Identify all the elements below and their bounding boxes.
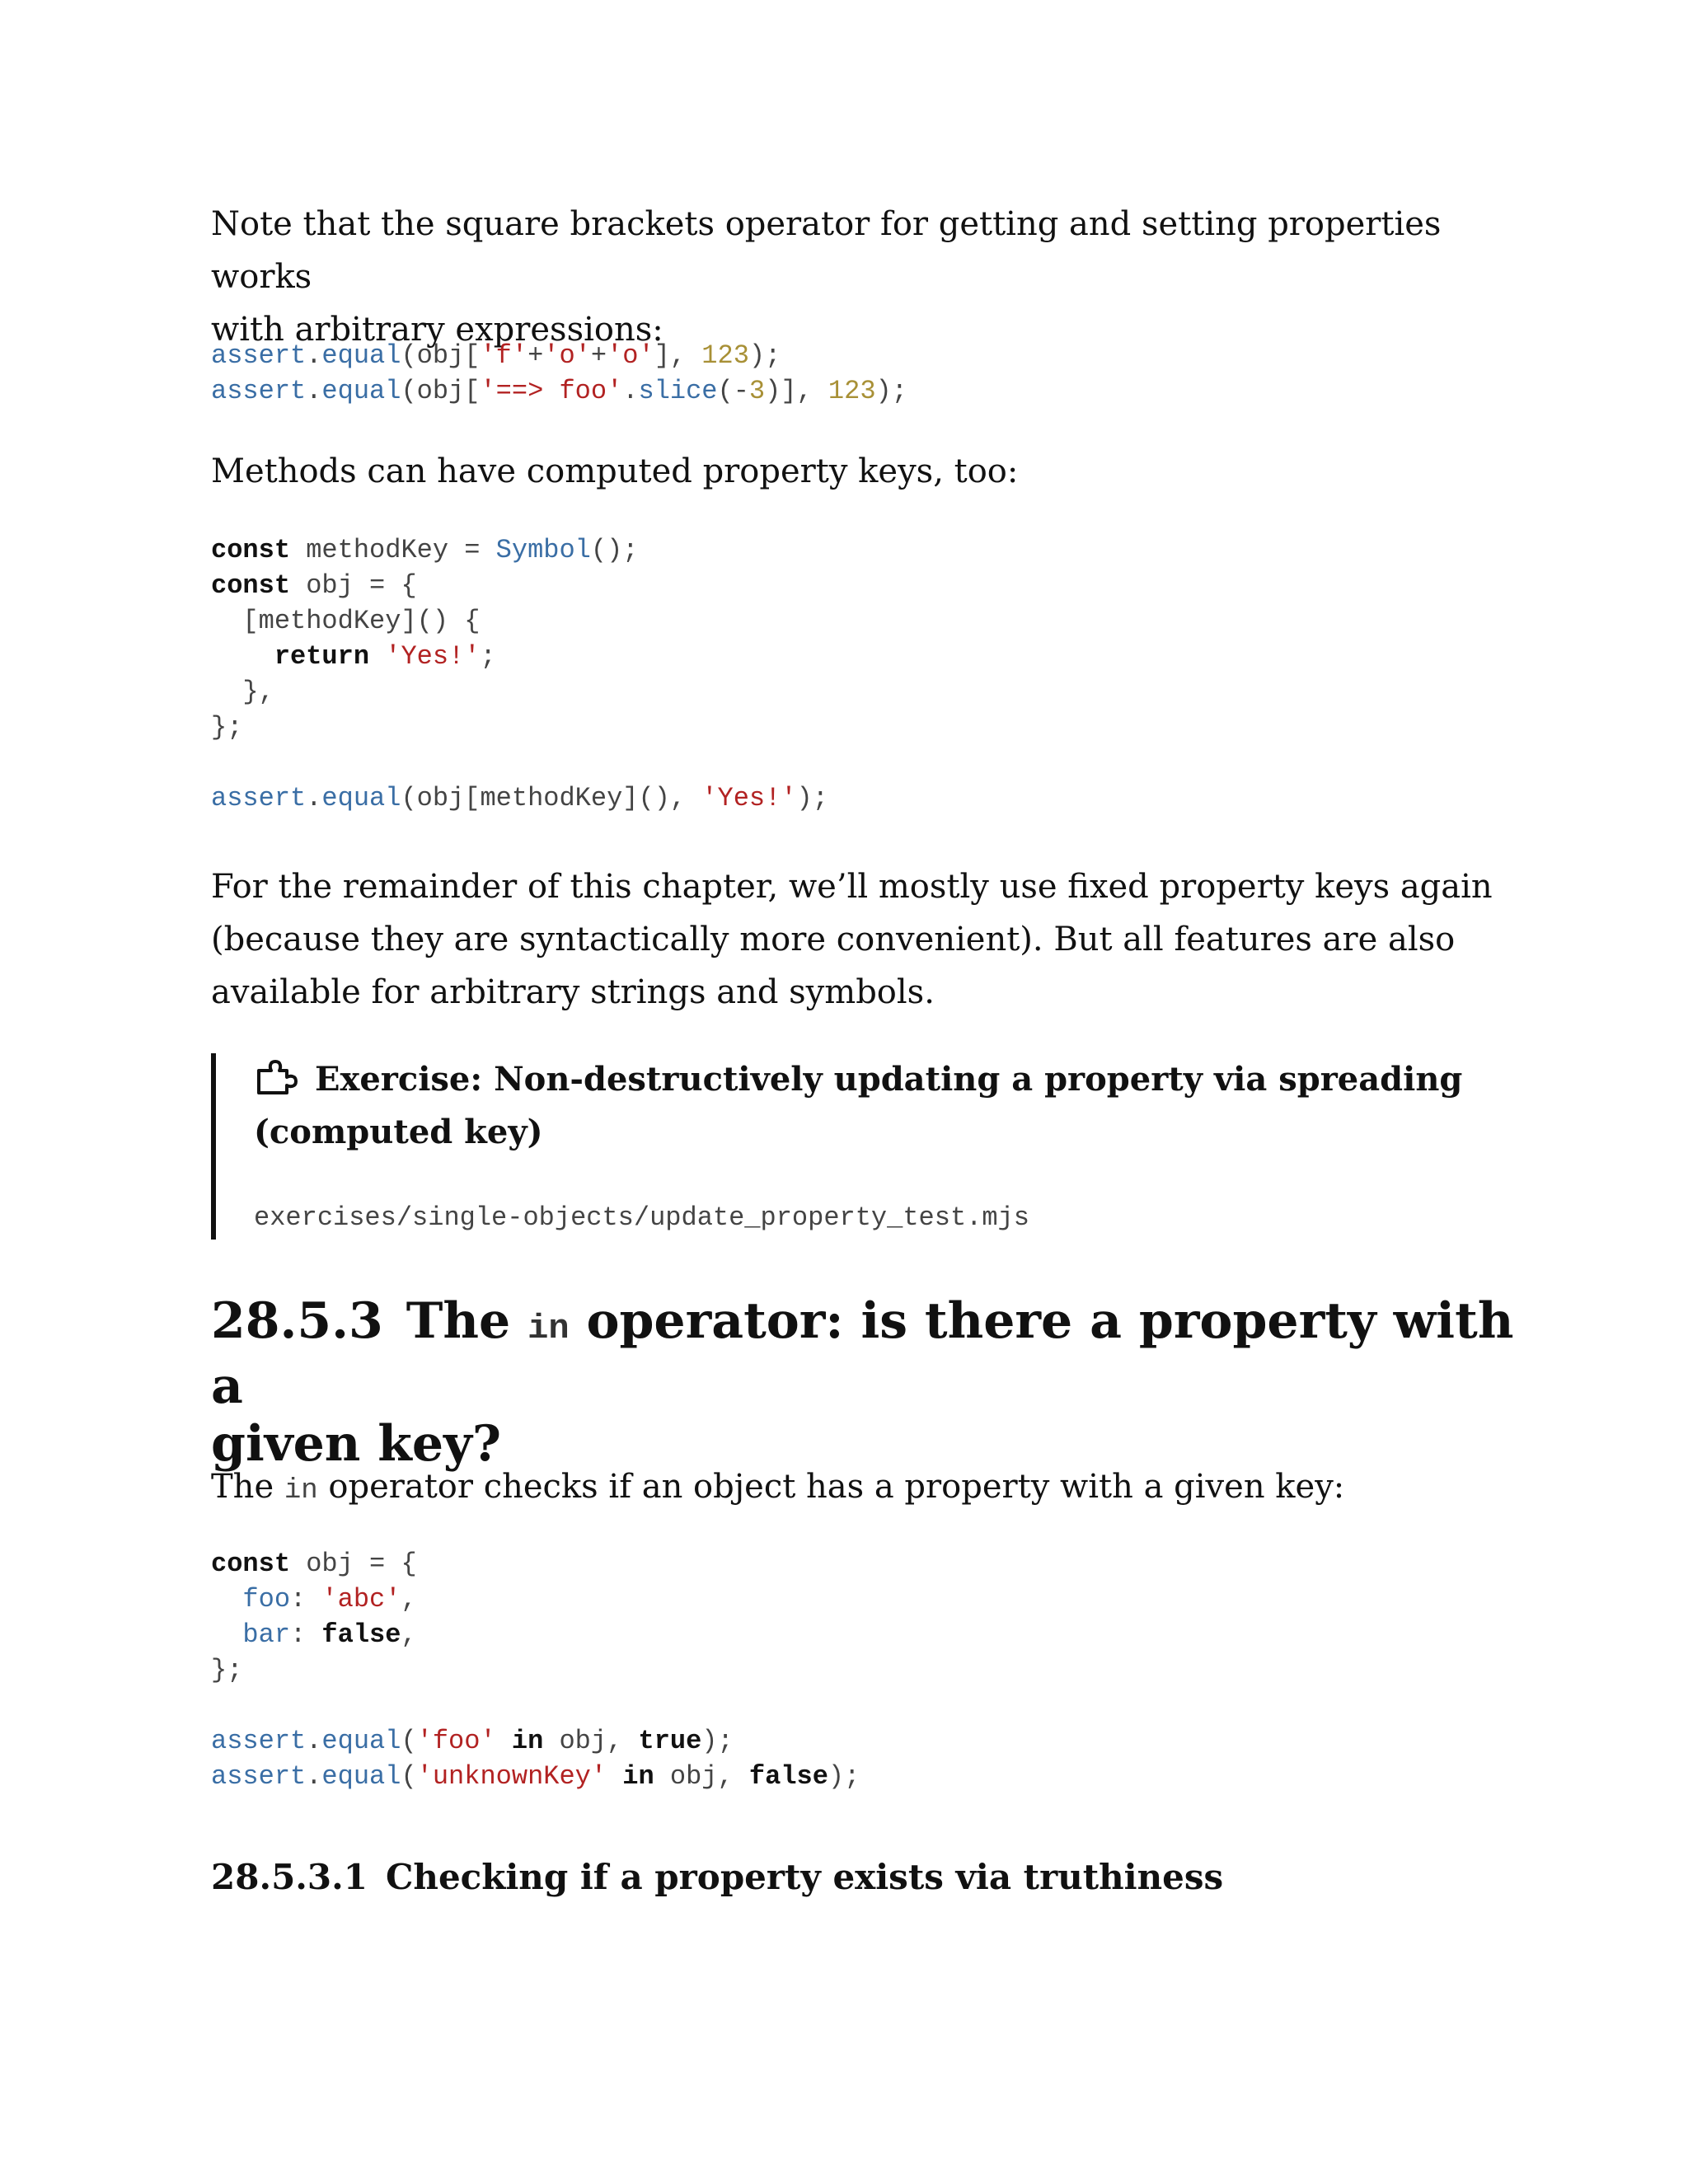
paragraph-line: Methods can have computed property keys, too: bbox=[211, 452, 1019, 490]
paragraph-line: (because they are syntactically more convenient). But all features are also bbox=[211, 921, 1456, 958]
exercise-title bbox=[254, 1053, 1490, 1159]
code-line: }; bbox=[211, 712, 243, 743]
code-block-in-operator bbox=[211, 1546, 1497, 1794]
paragraph-in-operator bbox=[211, 1460, 1497, 1517]
paragraph-line: For the remainder of this chapter, we’ll mostly use fixed property keys again bbox=[211, 868, 1493, 906]
code-line: const obj = { bbox=[211, 1549, 417, 1579]
code-line: assert.equal(obj[methodKey](), 'Yes!'); bbox=[211, 783, 828, 813]
code-line bbox=[211, 745, 1497, 780]
paragraph-line bbox=[211, 1460, 1497, 1517]
subsection-number: 28.5.3.1 bbox=[211, 1857, 368, 1897]
paragraph-text: The bbox=[211, 1468, 274, 1506]
exercise-callout bbox=[211, 1053, 1502, 1240]
exercise-title-line: (computed key) bbox=[254, 1113, 543, 1151]
exercise-file-path[interactable]: exercises/single-objects/update_property_test.mjs bbox=[254, 1202, 1029, 1233]
code-block-computed-method bbox=[211, 532, 1497, 816]
code-line: }; bbox=[211, 1655, 243, 1685]
subsection-title bbox=[211, 1856, 1497, 1899]
subsection-heading-truthiness bbox=[211, 1856, 1497, 1899]
paragraph-bracket-operator bbox=[211, 198, 1497, 356]
paragraph-line: with arbitrary expressions: bbox=[211, 311, 663, 349]
section-title bbox=[211, 1292, 1546, 1473]
section-title-text: given key? bbox=[211, 1415, 502, 1473]
code-line: assert.equal(obj['==> foo'.slice(-3)], 123); bbox=[211, 376, 907, 406]
code-line: const obj = { bbox=[211, 570, 417, 601]
inline-code: in bbox=[284, 1475, 318, 1507]
inline-code: in bbox=[528, 1309, 570, 1348]
paragraph-text: operator checks if an object has a property with a given key: bbox=[328, 1468, 1345, 1506]
code-line bbox=[211, 1688, 1497, 1723]
puzzle-piece-icon bbox=[254, 1054, 302, 1097]
code-line: }, bbox=[211, 677, 274, 707]
paragraph-remainder bbox=[211, 860, 1497, 1019]
code-line: [methodKey]() { bbox=[211, 606, 481, 636]
code-line: bar: false, bbox=[242, 1619, 417, 1650]
code-line: assert.equal('unknownKey' in obj, false); bbox=[211, 1761, 860, 1792]
paragraph-line: available for arbitrary strings and symbols. bbox=[211, 973, 935, 1011]
code-line: return 'Yes!'; bbox=[274, 641, 496, 672]
code-line: foo: 'abc', bbox=[242, 1584, 417, 1615]
section-title-text: The bbox=[406, 1292, 511, 1350]
code-block-bracket-expressions bbox=[211, 338, 1497, 409]
code-line: assert.equal(obj['f'+'o'+'o'], 123); bbox=[211, 340, 781, 371]
paragraph-computed-methods bbox=[211, 445, 1497, 498]
section-title-text: operator: is there a property with a bbox=[211, 1292, 1514, 1415]
code-line: assert.equal('foo' in obj, true); bbox=[211, 1726, 734, 1756]
section-number: 28.5.3 bbox=[211, 1292, 383, 1350]
section-heading-in-operator bbox=[211, 1292, 1546, 1473]
subsection-title-text: Checking if a property exists via truthiness bbox=[385, 1857, 1224, 1897]
paragraph-line: Note that the square brackets operator for getting and setting properties works bbox=[211, 205, 1442, 296]
exercise-title-line: Exercise: Non-destructively updating a property via spreading bbox=[315, 1060, 1463, 1099]
code-line: const methodKey = Symbol(); bbox=[211, 535, 639, 565]
